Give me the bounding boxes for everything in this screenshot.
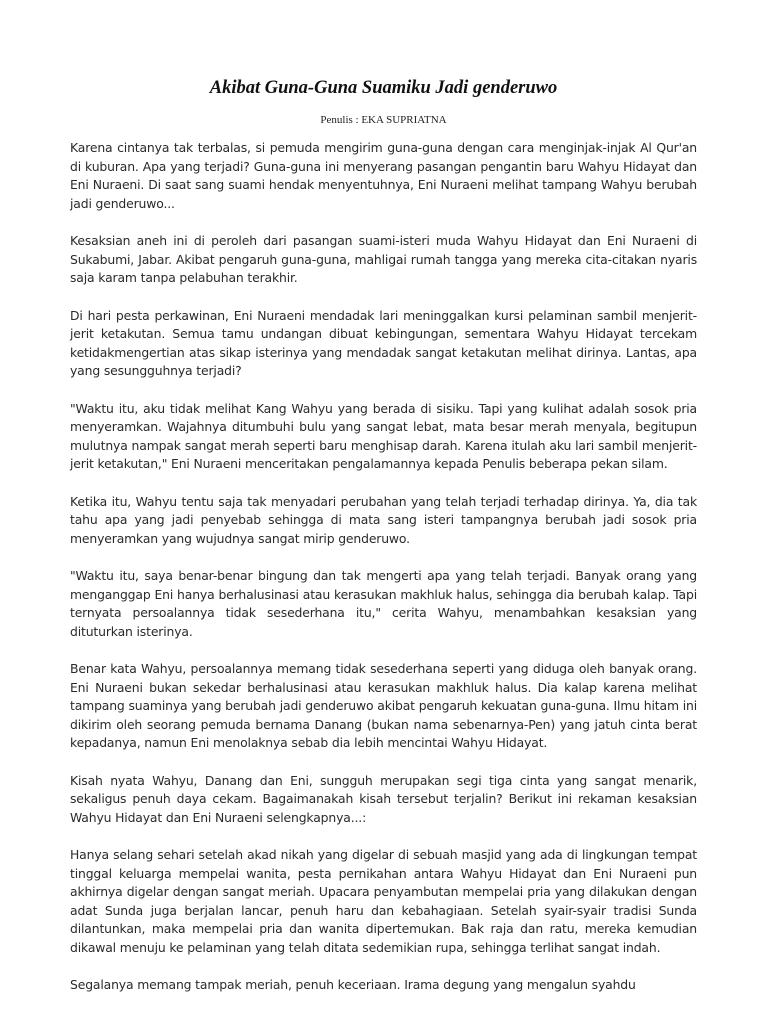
paragraph: Kisah nyata Wahyu, Danang dan Eni, sungguh merupakan segi tiga cinta yang sangat menarik, sekaligus penuh daya cekam. Bagaimanakah kisah tersebut terjalin? Berikut ini rekaman kesaksian Wahyu Hidayat dan Eni Nuraeni selengkapnya...: [70,772,697,825]
paragraph: Ketika itu, Wahyu tentu saja tak menyadari perubahan yang telah terjadi terhadap dirinya. Ya, dia tak tahu apa yang jadi penyebab sehingga di mata sang isteri tampangnya berubah jadi sosok pria menyeramkan yang wujudnya sangat mirip genderuwo. [70,493,697,546]
paragraph: "Waktu itu, saya benar-benar bingung dan tak mengerti apa yang telah terjadi. Banyak orang yang menganggap Eni hanya berhalusinasi atau kerasukan makhluk halus, sehingga dia berubah kalap. Tapi ternyata persoalannya tidak sesederhana itu," cerita Wahyu, menambahkan kesaksian yang dituturkan isterinya. [70,568,697,639]
paragraph: "Waktu itu, aku tidak melihat Kang Wahyu yang berada di sisiku. Tapi yang kulihat adalah sosok pria menyeramkan. Wajahnya ditumbuhi bulu yang sangat lebat, mata besar merah menyala, begitupun mulutnya nampak sangat merah seperti baru menghisap darah. Karena itulah aku lari sambil menjerit-jerit ketakutan," Eni Nuraeni menceritakan pengalamannya kepada Penulis beberapa pekan silam. [70,400,697,471]
paragraph: Kesaksian aneh ini di peroleh dari pasangan suami-isteri muda Wahyu Hidayat dan Eni Nuraeni di Sukabumi, Jabar. Akibat pengaruh guna-guna, mahligai rumah tangga yang mereka cita-citakan nyaris saja karam tanpa pelabuhan terakhir. [70,233,697,285]
paragraph: Hanya selang sehari setelah akad nikah yang digelar di sebuah masjid yang ada di lingkungan tempat tinggal keluarga mempelai wanita, pesta pernikahan antara Wahyu Hidayat dan Eni Nuraeni pun akhirnya digelar dengan sangat meriah. Upacara penyambutan mempelai pria yang dilakukan dengan adat Sunda juga berjalan lancar, penuh haru dan kebahagiaan. Setelah syair-syair tradisi Sunda dilantunkan, maka mempelai pria dan wanita dipertemukan. Bak raja dan ratu, mereka kemudian dikawal menuju ke pelaminan yang telah ditata sedemikian rupa, sehingga terlihat sangat indah. [70,847,697,955]
paragraph: Segalanya memang tampak meriah, penuh keceriaan. Irama degung yang mengalun syahdu [70,977,636,992]
article-title: Akibat Guna-Guna Suamiku Jadi genderuwo [209,78,558,98]
article-body [70,139,697,995]
paragraph: Di hari pesta perkawinan, Eni Nuraeni mendadak lari meninggalkan kursi pelaminan sambil menjerit-jerit ketakutan. Semua tamu undangan dibuat kebingungan, sementara Wahyu Hidayat tercekam ketidakmengertian atas sikap isterinya yang mendadak sangat ketakutan melihat dirinya. Lantas, apa yang sesungguhnya terjadi? [70,307,697,378]
author-line: Penulis : EKA SUPRIATNA [320,114,447,126]
paragraph: Benar kata Wahyu, persoalannya memang tidak sesederhana seperti yang diduga oleh banyak orang. Eni Nuraeni bukan sekedar berhalusinasi atau kerasukan makhluk halus. Dia kalap karena melihat tampang suaminya yang berubah jadi genderuwo akibat pengaruh kekuatan guna-guna. Ilmu hitam ini dikirim oleh seorang pemuda bernama Danang (bukan nama sebenarnya-Pen) yang jatuh cinta berat kepadanya, namun Eni menolaknya sebab dia lebih mencintai Wahyu Hidayat. [70,661,697,750]
paragraph: Karena cintanya tak terbalas, si pemuda mengirim guna-guna dengan cara menginjak-injak Al Qur'an di kuburan. Apa yang terjadi? Guna-guna ini menyerang pasangan pengantin baru Wahyu Hidayat dan Eni Nuraeni. Di saat sang suami hendak menyentuhnya, Eni Nuraeni melihat tampang Wahyu berubah jadi genderuwo... [70,140,697,211]
